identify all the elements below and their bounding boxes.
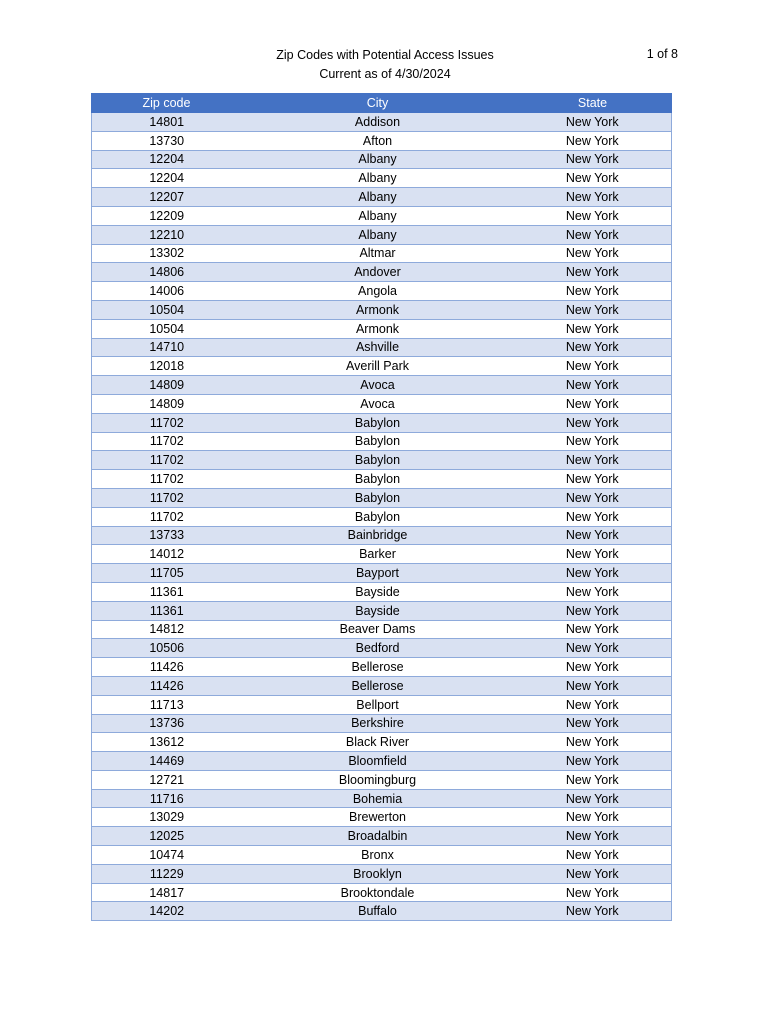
state-cell: New York (514, 752, 672, 771)
state-cell: New York (514, 225, 672, 244)
city-cell: Bellerose (242, 676, 514, 695)
column-header-zip: Zip code (92, 94, 242, 113)
table-row (92, 263, 672, 282)
state-cell: New York (514, 864, 672, 883)
zip-cell: 11229 (92, 864, 242, 883)
city-cell: Bayport (242, 564, 514, 583)
state-cell: New York (514, 770, 672, 789)
table-row (92, 883, 672, 902)
zip-cell: 12204 (92, 169, 242, 188)
city-cell: Babylon (242, 507, 514, 526)
city-cell: Brooktondale (242, 883, 514, 902)
table-row (92, 582, 672, 601)
zip-cell: 11713 (92, 695, 242, 714)
zip-cell: 13730 (92, 131, 242, 150)
zip-cell: 14809 (92, 394, 242, 413)
city-cell: Bohemia (242, 789, 514, 808)
zip-cell: 10504 (92, 319, 242, 338)
table-header-row (92, 94, 672, 113)
zip-cell: 12721 (92, 770, 242, 789)
city-cell: Bedford (242, 639, 514, 658)
city-cell: Bloomfield (242, 752, 514, 771)
table-row (92, 808, 672, 827)
table-row (92, 394, 672, 413)
zip-cell: 11361 (92, 582, 242, 601)
table-row (92, 413, 672, 432)
zip-cell: 14006 (92, 282, 242, 301)
city-cell: Albany (242, 225, 514, 244)
state-cell: New York (514, 846, 672, 865)
page-indicator: 1 of 8 (646, 47, 678, 61)
city-cell: Babylon (242, 413, 514, 432)
zip-cell: 14801 (92, 113, 242, 132)
city-cell: Angola (242, 282, 514, 301)
table-row (92, 564, 672, 583)
state-cell: New York (514, 582, 672, 601)
table-row (92, 282, 672, 301)
state-cell: New York (514, 338, 672, 357)
table-row (92, 827, 672, 846)
zip-cell: 13736 (92, 714, 242, 733)
city-cell: Bellport (242, 695, 514, 714)
table-row (92, 225, 672, 244)
zip-cell: 14202 (92, 902, 242, 921)
state-cell: New York (514, 676, 672, 695)
city-cell: Albany (242, 169, 514, 188)
zip-cell: 11702 (92, 451, 242, 470)
state-cell: New York (514, 789, 672, 808)
state-cell: New York (514, 357, 672, 376)
state-cell: New York (514, 113, 672, 132)
table-row (92, 488, 672, 507)
city-cell: Andover (242, 263, 514, 282)
state-cell: New York (514, 188, 672, 207)
state-cell: New York (514, 300, 672, 319)
state-cell: New York (514, 827, 672, 846)
city-cell: Ashville (242, 338, 514, 357)
zip-cell: 14809 (92, 376, 242, 395)
state-cell: New York (514, 639, 672, 658)
table-row (92, 545, 672, 564)
city-cell: Bayside (242, 601, 514, 620)
city-cell: Barker (242, 545, 514, 564)
state-cell: New York (514, 526, 672, 545)
table-row (92, 864, 672, 883)
state-cell: New York (514, 244, 672, 263)
state-cell: New York (514, 169, 672, 188)
city-cell: Afton (242, 131, 514, 150)
city-cell: Albany (242, 188, 514, 207)
zip-cell: 12204 (92, 150, 242, 169)
table-row (92, 902, 672, 921)
zip-cell: 11716 (92, 789, 242, 808)
table-row (92, 601, 672, 620)
table-row (92, 714, 672, 733)
state-cell: New York (514, 545, 672, 564)
city-cell: Broadalbin (242, 827, 514, 846)
document-title: Zip Codes with Potential Access Issues (276, 48, 494, 62)
zip-cell: 12018 (92, 357, 242, 376)
document-subtitle: Current as of 4/30/2024 (319, 67, 451, 81)
state-cell: New York (514, 432, 672, 451)
city-cell: Armonk (242, 300, 514, 319)
zip-cell: 11702 (92, 413, 242, 432)
table-row (92, 733, 672, 752)
table-row (92, 470, 672, 489)
zip-cell: 11426 (92, 658, 242, 677)
state-cell: New York (514, 902, 672, 921)
zip-cell: 14012 (92, 545, 242, 564)
state-cell: New York (514, 282, 672, 301)
city-cell: Avoca (242, 394, 514, 413)
table-row (92, 131, 672, 150)
table-row (92, 752, 672, 771)
zip-code-table (91, 93, 672, 921)
zip-cell: 13029 (92, 808, 242, 827)
state-cell: New York (514, 601, 672, 620)
city-cell: Averill Park (242, 357, 514, 376)
state-cell: New York (514, 733, 672, 752)
city-cell: Babylon (242, 488, 514, 507)
state-cell: New York (514, 150, 672, 169)
table-row (92, 526, 672, 545)
table-row (92, 169, 672, 188)
city-cell: Armonk (242, 319, 514, 338)
table-row (92, 357, 672, 376)
city-cell: Berkshire (242, 714, 514, 733)
state-cell: New York (514, 620, 672, 639)
state-cell: New York (514, 488, 672, 507)
table-row (92, 451, 672, 470)
state-cell: New York (514, 507, 672, 526)
city-cell: Addison (242, 113, 514, 132)
table-row (92, 244, 672, 263)
table-row (92, 432, 672, 451)
zip-cell: 14469 (92, 752, 242, 771)
city-cell: Babylon (242, 432, 514, 451)
zip-cell: 10474 (92, 846, 242, 865)
city-cell: Altmar (242, 244, 514, 263)
city-cell: Albany (242, 206, 514, 225)
table-row (92, 789, 672, 808)
zip-cell: 13612 (92, 733, 242, 752)
table-row (92, 113, 672, 132)
state-cell: New York (514, 658, 672, 677)
city-cell: Avoca (242, 376, 514, 395)
state-cell: New York (514, 883, 672, 902)
zip-cell: 12025 (92, 827, 242, 846)
zip-cell: 11426 (92, 676, 242, 695)
column-header-city: City (242, 94, 514, 113)
state-cell: New York (514, 206, 672, 225)
state-cell: New York (514, 413, 672, 432)
state-cell: New York (514, 131, 672, 150)
zip-cell: 11702 (92, 470, 242, 489)
table-row (92, 639, 672, 658)
column-header-state: State (514, 94, 672, 113)
table-row (92, 676, 672, 695)
city-cell: Brooklyn (242, 864, 514, 883)
state-cell: New York (514, 451, 672, 470)
state-cell: New York (514, 714, 672, 733)
table-row (92, 319, 672, 338)
city-cell: Bainbridge (242, 526, 514, 545)
city-cell: Black River (242, 733, 514, 752)
table-row (92, 188, 672, 207)
state-cell: New York (514, 263, 672, 282)
state-cell: New York (514, 808, 672, 827)
state-cell: New York (514, 376, 672, 395)
zip-cell: 11361 (92, 601, 242, 620)
zip-cell: 11702 (92, 488, 242, 507)
city-cell: Beaver Dams (242, 620, 514, 639)
table-row (92, 507, 672, 526)
zip-cell: 14817 (92, 883, 242, 902)
table-row (92, 846, 672, 865)
zip-cell: 10504 (92, 300, 242, 319)
table-row (92, 376, 672, 395)
zip-cell: 11702 (92, 432, 242, 451)
table-body (92, 113, 672, 921)
table-row (92, 620, 672, 639)
zip-cell: 11705 (92, 564, 242, 583)
zip-cell: 13733 (92, 526, 242, 545)
table-row (92, 150, 672, 169)
city-cell: Bayside (242, 582, 514, 601)
zip-cell: 14710 (92, 338, 242, 357)
zip-cell: 12209 (92, 206, 242, 225)
state-cell: New York (514, 394, 672, 413)
zip-cell: 11702 (92, 507, 242, 526)
city-cell: Buffalo (242, 902, 514, 921)
zip-cell: 12207 (92, 188, 242, 207)
city-cell: Babylon (242, 451, 514, 470)
zip-cell: 12210 (92, 225, 242, 244)
city-cell: Albany (242, 150, 514, 169)
table-row (92, 206, 672, 225)
state-cell: New York (514, 695, 672, 714)
city-cell: Brewerton (242, 808, 514, 827)
table-row (92, 300, 672, 319)
zip-cell: 14812 (92, 620, 242, 639)
zip-cell: 13302 (92, 244, 242, 263)
state-cell: New York (514, 319, 672, 338)
city-cell: Bellerose (242, 658, 514, 677)
state-cell: New York (514, 564, 672, 583)
table-row (92, 695, 672, 714)
zip-cell: 14806 (92, 263, 242, 282)
city-cell: Bronx (242, 846, 514, 865)
table-row (92, 658, 672, 677)
zip-cell: 10506 (92, 639, 242, 658)
state-cell: New York (514, 470, 672, 489)
city-cell: Babylon (242, 470, 514, 489)
table-row (92, 338, 672, 357)
table-row (92, 770, 672, 789)
city-cell: Bloomingburg (242, 770, 514, 789)
